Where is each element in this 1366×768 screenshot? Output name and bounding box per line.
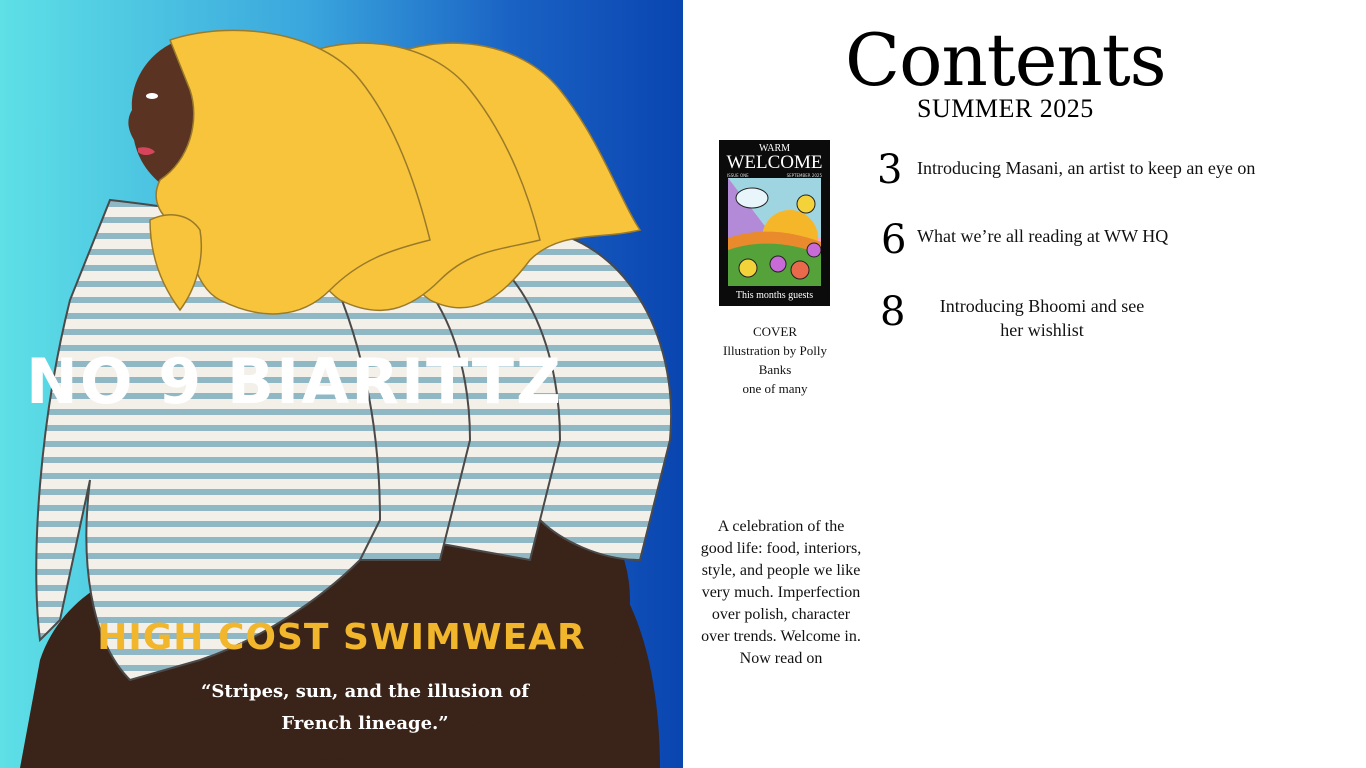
editor-blurb: A celebration of the good life: food, interiors, style, and people we like very much. Imperfection over polish, character over trends. Welcome in. Now read on xyxy=(700,518,862,667)
cover-caption-line: Illustration by Polly xyxy=(723,343,827,358)
cover-masthead: WELCOME xyxy=(726,152,823,173)
cover-caption-line: COVER xyxy=(752,324,798,339)
contents-item[interactable]: What we’re all reading at WW HQ xyxy=(917,226,1169,246)
cover-caption xyxy=(705,322,845,398)
contents-item-line: Introducing Bhoomi and see xyxy=(939,296,1145,316)
cover-date: SEPTEMBER 2025 xyxy=(786,173,822,178)
magazine-cover-thumbnail[interactable] xyxy=(719,140,830,306)
cover-masthead-small: WARM xyxy=(758,143,791,154)
contents-item[interactable] xyxy=(922,294,1162,342)
cover-caption-line: Banks xyxy=(758,362,792,377)
eye xyxy=(146,93,158,99)
contents-item-line: her wishlist xyxy=(1000,320,1084,340)
contents-page-number: 8 xyxy=(880,289,906,335)
cover-caption-line: one of many xyxy=(742,381,808,396)
feature-headline: HIGH COST SWIMWEAR xyxy=(97,617,586,658)
cover-footer: This months guests xyxy=(735,290,814,301)
contents-item[interactable]: Introducing Masani, an artist to keep an eye on xyxy=(917,158,1256,178)
contents-page-number: 3 xyxy=(877,147,903,193)
feature-quote: “Stripes, sun, and the illusion of French lineage.” xyxy=(201,681,529,734)
feature-banner: NO 9 BIARITTZ xyxy=(26,345,563,418)
cover-illustration xyxy=(728,178,821,286)
contents-page-number: 6 xyxy=(881,217,907,263)
cover-issue: ISSUE ONE xyxy=(727,173,749,178)
season-label: SUMMER 2025 xyxy=(917,94,1094,123)
page-title: Contents xyxy=(845,18,1166,102)
